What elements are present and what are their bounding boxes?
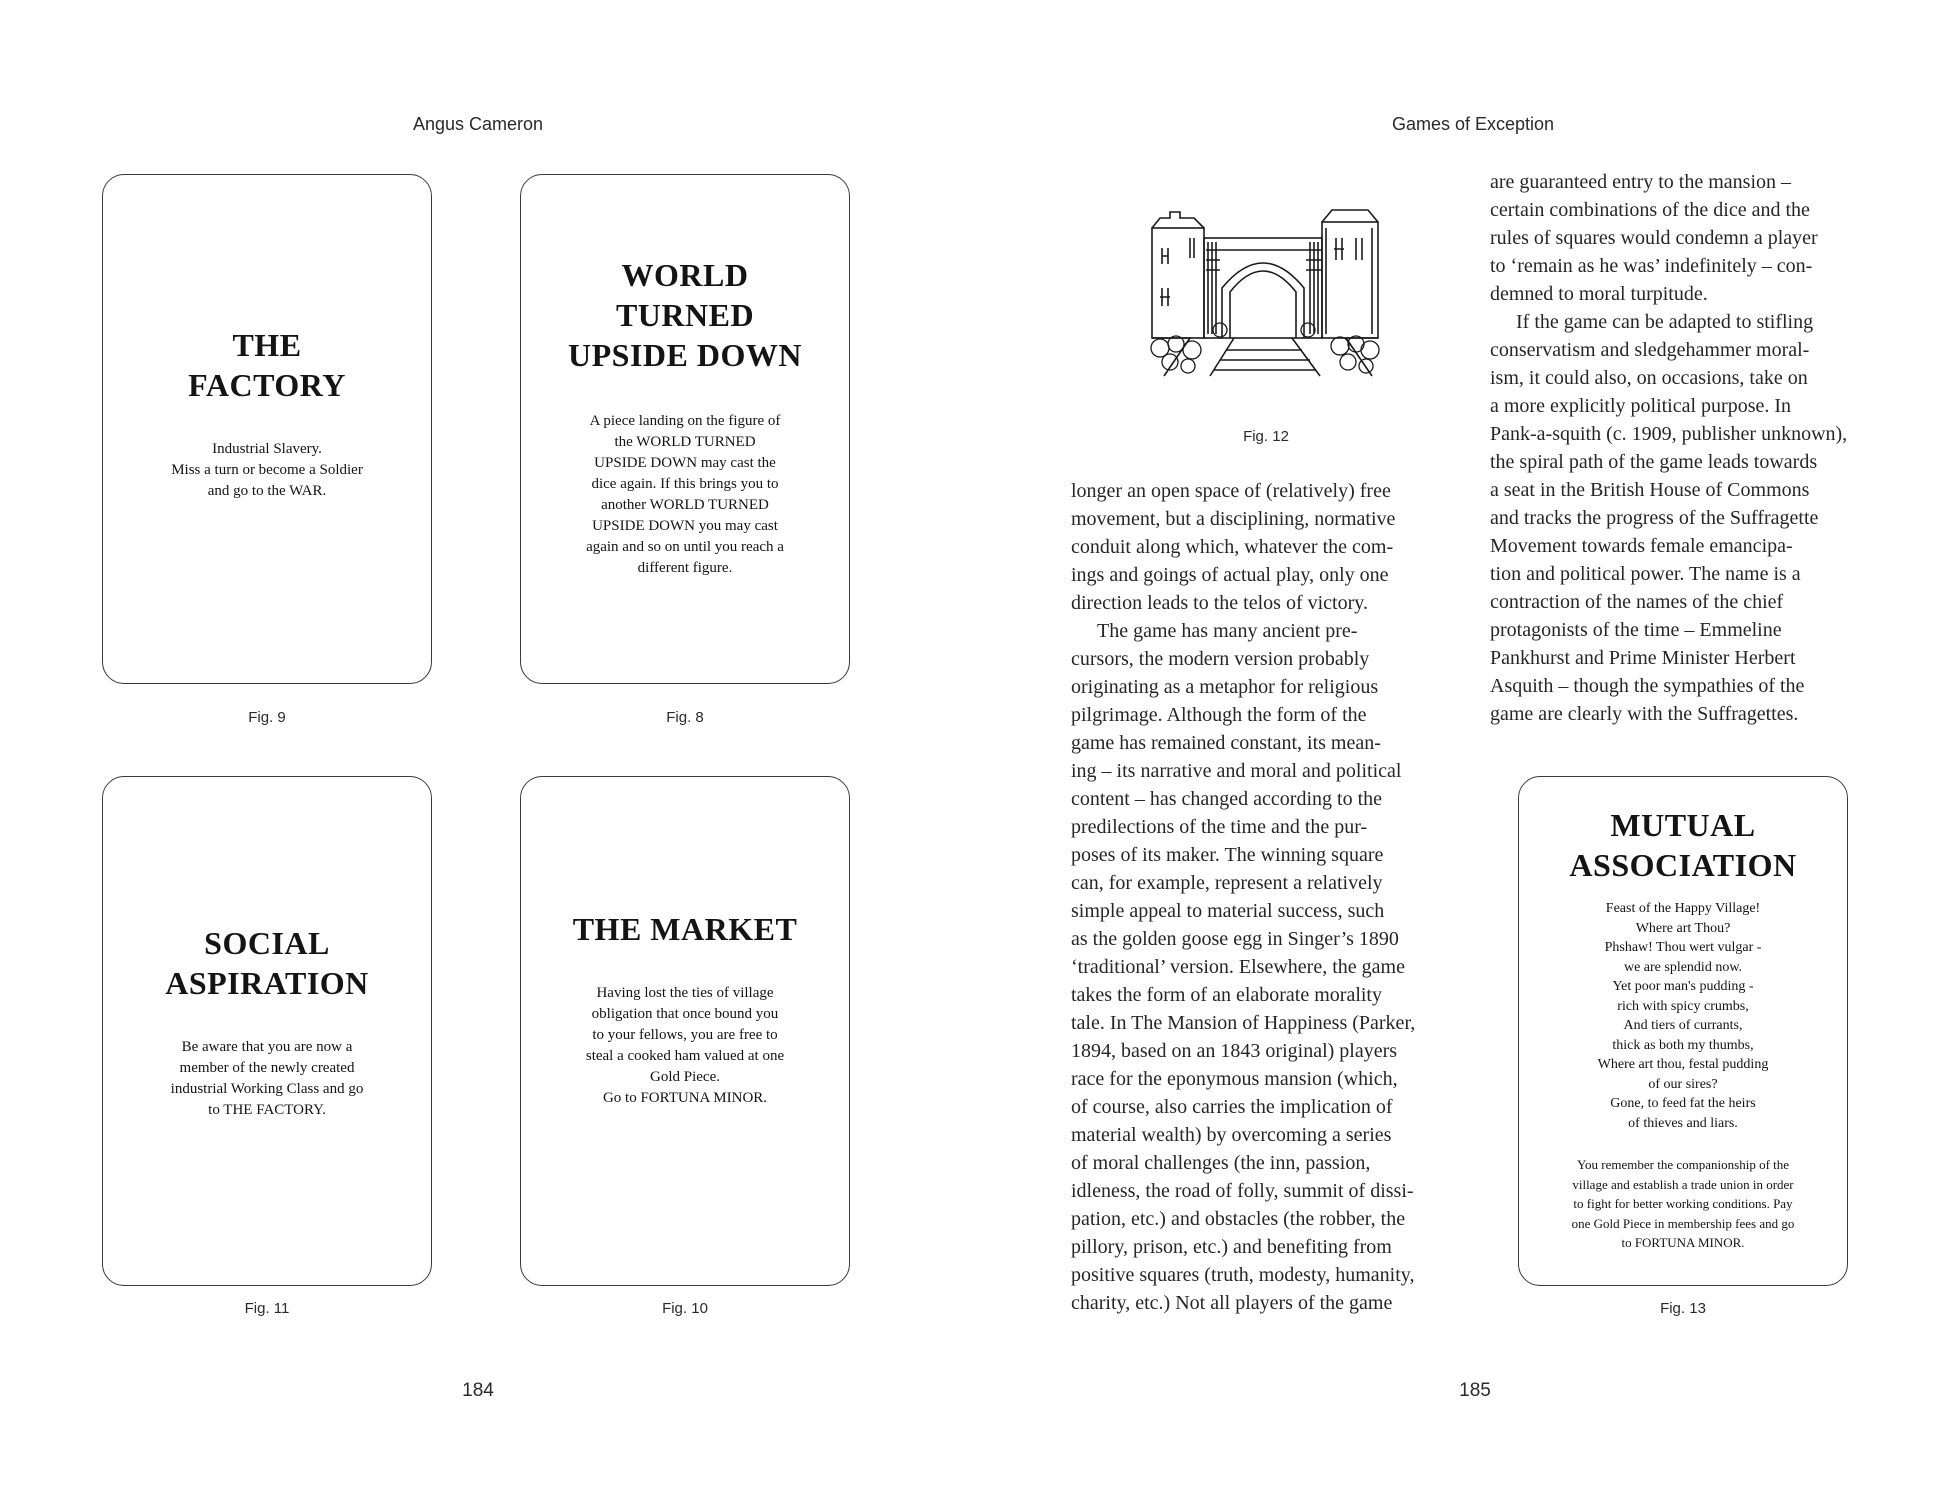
card-world-turned-upside-down xyxy=(520,174,850,684)
card-title: THE FACTORY xyxy=(188,327,346,403)
figure-caption: Fig. 11 xyxy=(244,1300,290,1317)
body-text-column-2: are guaranteed entry to the mansion – certain combinations of the dice and the rules of squares would condemn a player to ‘remain as he was’ indefinitely – con- demned to moral turpitude. If the game can be adapted to stifling conservatism and sledgehammer moral- ism, it could also, on occasions, take on a more explicitly political purpose. In Pank-a-squith (c. 1909, publisher unknown), the spiral path of the game leads towards a seat in the British House of Commons and tracks the progress of the Suffragette Movement towards female emancipa- tion and political power. The name is a contraction of the names of the chief protagonists of the time – Emmeline Pankhurst and Prime Minister Herbert Asquith – though the sympathies of the game are clearly with the Suffragettes. xyxy=(1490,171,1848,725)
card-text: Having lost the ties of village obligation that once bound you to your fellows, you are free to steal a cooked ham valued at one Gold Piece. Go to FORTUNA MINOR. xyxy=(585,985,785,1106)
right-page-number: 185 xyxy=(1459,1380,1491,1401)
card-social-aspiration xyxy=(102,776,432,1286)
card-title: SOCIAL ASPIRATION xyxy=(165,925,369,1001)
card-the-market xyxy=(520,776,850,1286)
left-page-number: 184 xyxy=(462,1380,494,1401)
right-running-head: Games of Exception xyxy=(1391,114,1555,134)
card-the-factory xyxy=(102,174,432,684)
card-text: Be aware that you are now a member of the newly created industrial Working Class and go to THE FACTORY. xyxy=(170,1039,364,1118)
card-mutual-association xyxy=(1518,776,1848,1286)
left-running-head: Angus Cameron xyxy=(412,114,544,134)
mansion-gate-engraving xyxy=(1150,198,1382,378)
card-title: THE MARKET xyxy=(572,911,798,947)
figure-caption: Fig. 13 xyxy=(1660,1300,1706,1317)
figure-caption: Fig. 10 xyxy=(662,1300,708,1317)
card-text: You remember the companionship of the village and establish a trade union in order to fight for better working conditions. Pay one Gold Piece in membership fees and go to FORTUNA MINOR. xyxy=(1571,1157,1795,1250)
card-text: A piece landing on the figure of the WORLD TURNED UPSIDE DOWN may cast the dice again. If this brings you to another WORLD TURNED UPSIDE DOWN you may cast again and so on until you reach a different figure. xyxy=(586,413,784,576)
card-title: WORLD TURNED UPSIDE DOWN xyxy=(568,257,802,373)
figure-caption: Fig. 12 xyxy=(1243,428,1289,445)
card-text: Industrial Slavery. Miss a turn or become a Soldier and go to the WAR. xyxy=(171,441,363,499)
figure-caption: Fig. 9 xyxy=(248,709,286,726)
card-title: MUTUAL ASSOCIATION xyxy=(1569,807,1797,883)
card-poem: Feast of the Happy Village! Where art Thou? Phshaw! Thou wert vulgar - we are splendid now. Yet poor man's pudding - rich with spicy crumbs, And tiers of currants, thick as both my thumbs, Where art thou, festal pudding of our sires? Gone, to feed fat the heirs of thieves and liars. xyxy=(1597,901,1769,1131)
figure-caption: Fig. 8 xyxy=(666,709,704,726)
body-text-column-1: longer an open space of (relatively) free movement, but a disciplining, normative conduit along which, whatever the com- ings and goings of actual play, only one direction leads to the telos of victory. The game has many ancient pre- cursors, the modern version probably originating as a metaphor for religious pilgrimage. Although the form of the game has remained constant, its mean- ing – its narrative and moral and political content – has changed according to the predilections of the time and the pur- poses of its maker. The winning square can, for example, represent a relatively simple appeal to material success, such as the golden goose egg in Singer’s 1890 ‘traditional’ version. Elsewhere, the game takes the form of an elaborate morality tale. In The Mansion of Happiness (Parker, 1894, based on an 1843 original) players race for the eponymous mansion (which, of course, also carries the implication of material wealth) by overcoming a series of moral challenges (the inn, passion, idleness, the road of folly, summit of dissi- pation, etc.) and obstacles (the robber, the pillory, prison, etc.) and benefiting from positive squares (truth, modesty, humanity, charity, etc.) Not all players of the game xyxy=(1071,480,1416,1314)
